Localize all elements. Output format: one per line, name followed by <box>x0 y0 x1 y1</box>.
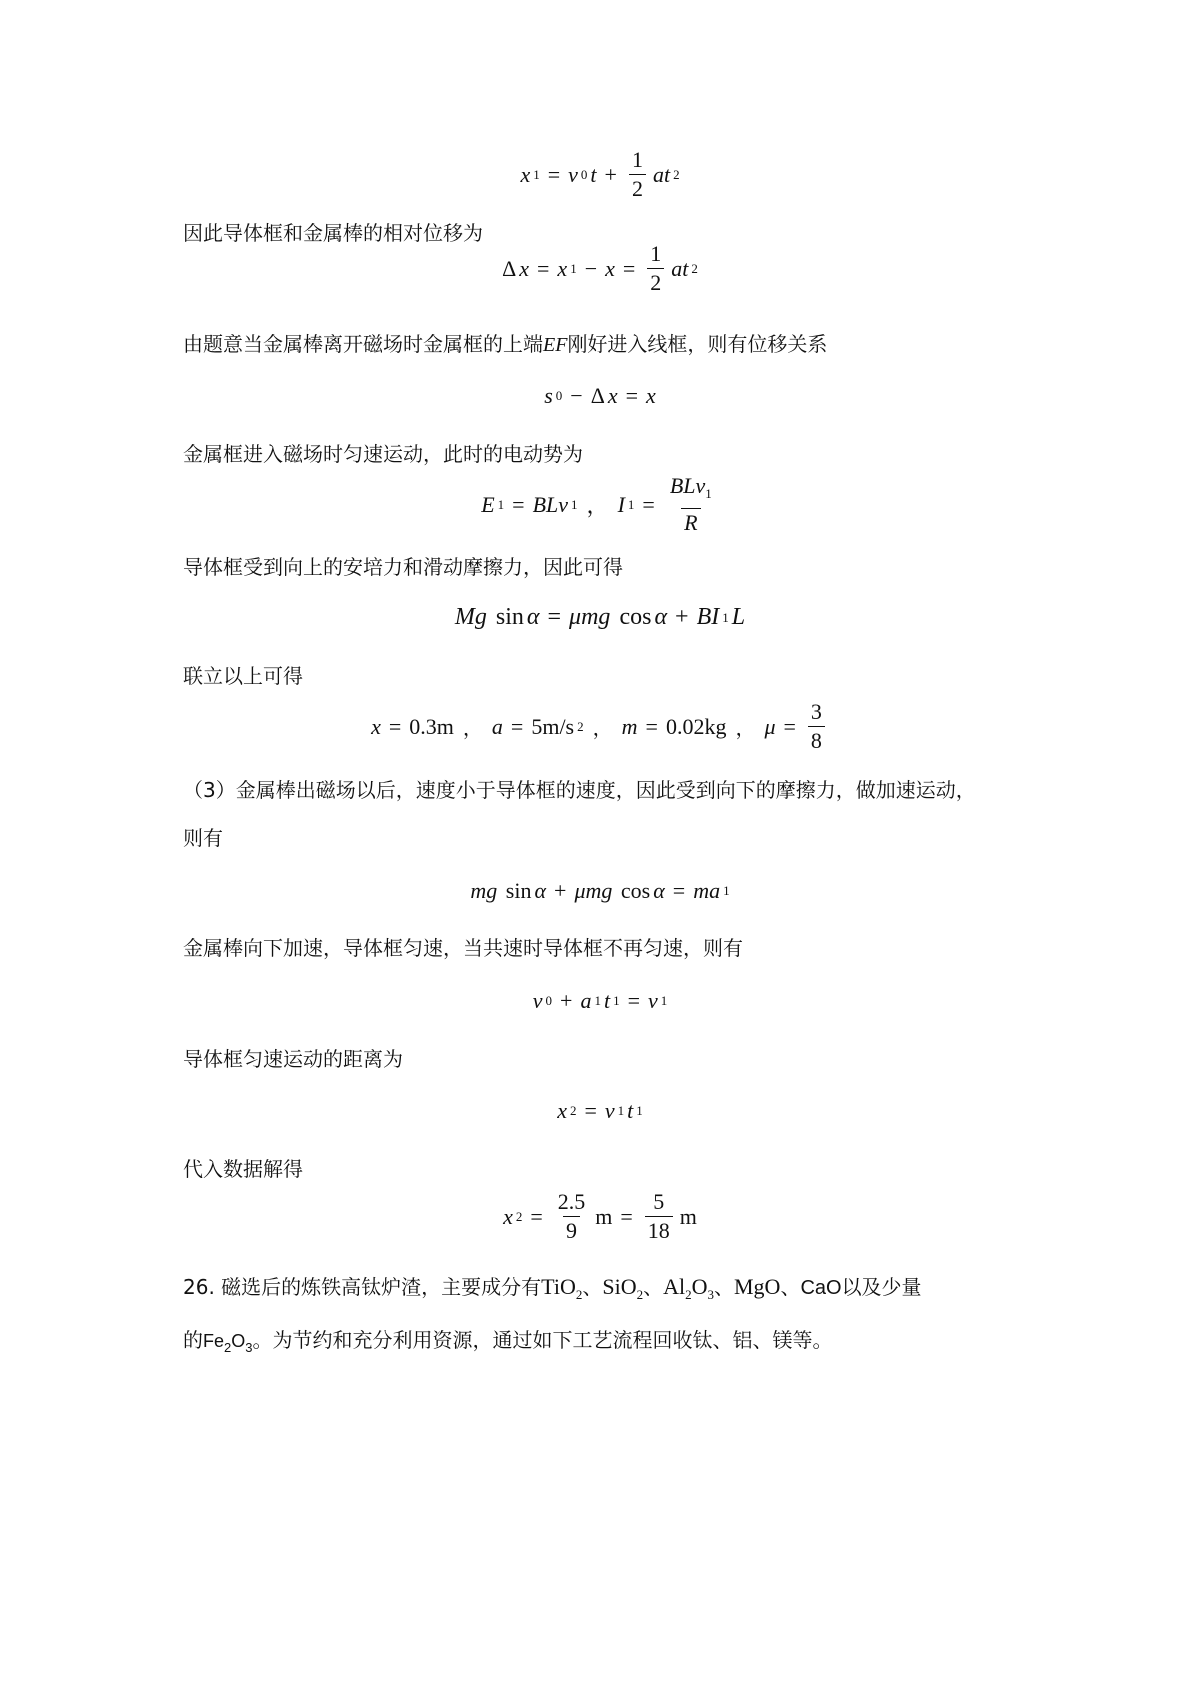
equation-s0: s 0 − Δ x = x <box>544 383 656 408</box>
result-x: 0.3m <box>409 713 454 739</box>
result-m: 0.02kg <box>665 713 727 739</box>
result-a: 5m/s <box>531 713 575 739</box>
text-line-1: 因此导体框和金属棒的相对位移为 <box>183 221 483 245</box>
equation-force-balance: Mg sin α = μmg cos α + BI 1 L <box>454 604 746 630</box>
equation-acceleration: mg sin α + μmg cos α = ma 1 <box>470 878 730 903</box>
equation-results: x = 0.3m ， a = 5m/s 2 ， m = 0.02kg ， μ = $\frac{3}{8}$ <box>0 700 1200 753</box>
text-line-6: （3）金属棒出磁场以后，速度小于导体框的速度，因此受到向下的摩擦力，做加速运动， <box>183 778 976 802</box>
text-line-2: 由题意当金属棒离开磁场时金属框的上端EF刚好进入线框，则有位移关系 <box>183 332 828 356</box>
text-line-3: 金属框进入磁场时匀速运动，此时的电动势为 <box>183 442 583 466</box>
equation-x1: x 1 = v 0 t + $\frac{1}{2}$ at 2 <box>520 147 680 201</box>
equation-common-velocity: v 0 + a 1 t 1 = v 1 <box>532 988 668 1013</box>
result-mu-den: 8 <box>808 726 825 753</box>
equation-x2-result: x 2 = $\frac{2.5}{9}$ m = $\frac{5}{18}$ m <box>503 1189 697 1243</box>
equation-x2: x 2 = v 1 t 1 <box>557 1098 643 1123</box>
text-line-9: 代入数据解得 <box>183 1157 303 1181</box>
text-line-6b: 则有 <box>183 826 223 850</box>
equation-e1-i1: E 1 = BLv 1 ， I 1 = $\frac{BLv_1}{R}$ <box>481 473 712 535</box>
question-26-line-2: 的$Fe_2O_3$。为节约和充分利用资源，通过如下工艺流程回收钛、铝、镁等。 <box>183 1328 833 1355</box>
text-line-5: 联立以上可得 <box>183 664 303 688</box>
text-line-8: 导体框匀速运动的距离为 <box>183 1047 403 1071</box>
equation-delta-x: Δ x = x 1 − x = $\frac{1}{2}$ at 2 <box>502 241 698 295</box>
text-line-7: 金属棒向下加速，导体框匀速，当共速时导体框不再匀速，则有 <box>183 936 743 960</box>
result-mu-num: 3 <box>810 699 822 724</box>
question-26-line-1: 26. 磁选后的炼铁高钛炉渣，主要成分有TiO$_2$、SiO$_2$、$Al_2O_3$、MgO、CaO以及少量 <box>183 1274 922 1302</box>
text-line-4: 导体框受到向上的安培力和滑动摩擦力，因此可得 <box>183 555 623 579</box>
